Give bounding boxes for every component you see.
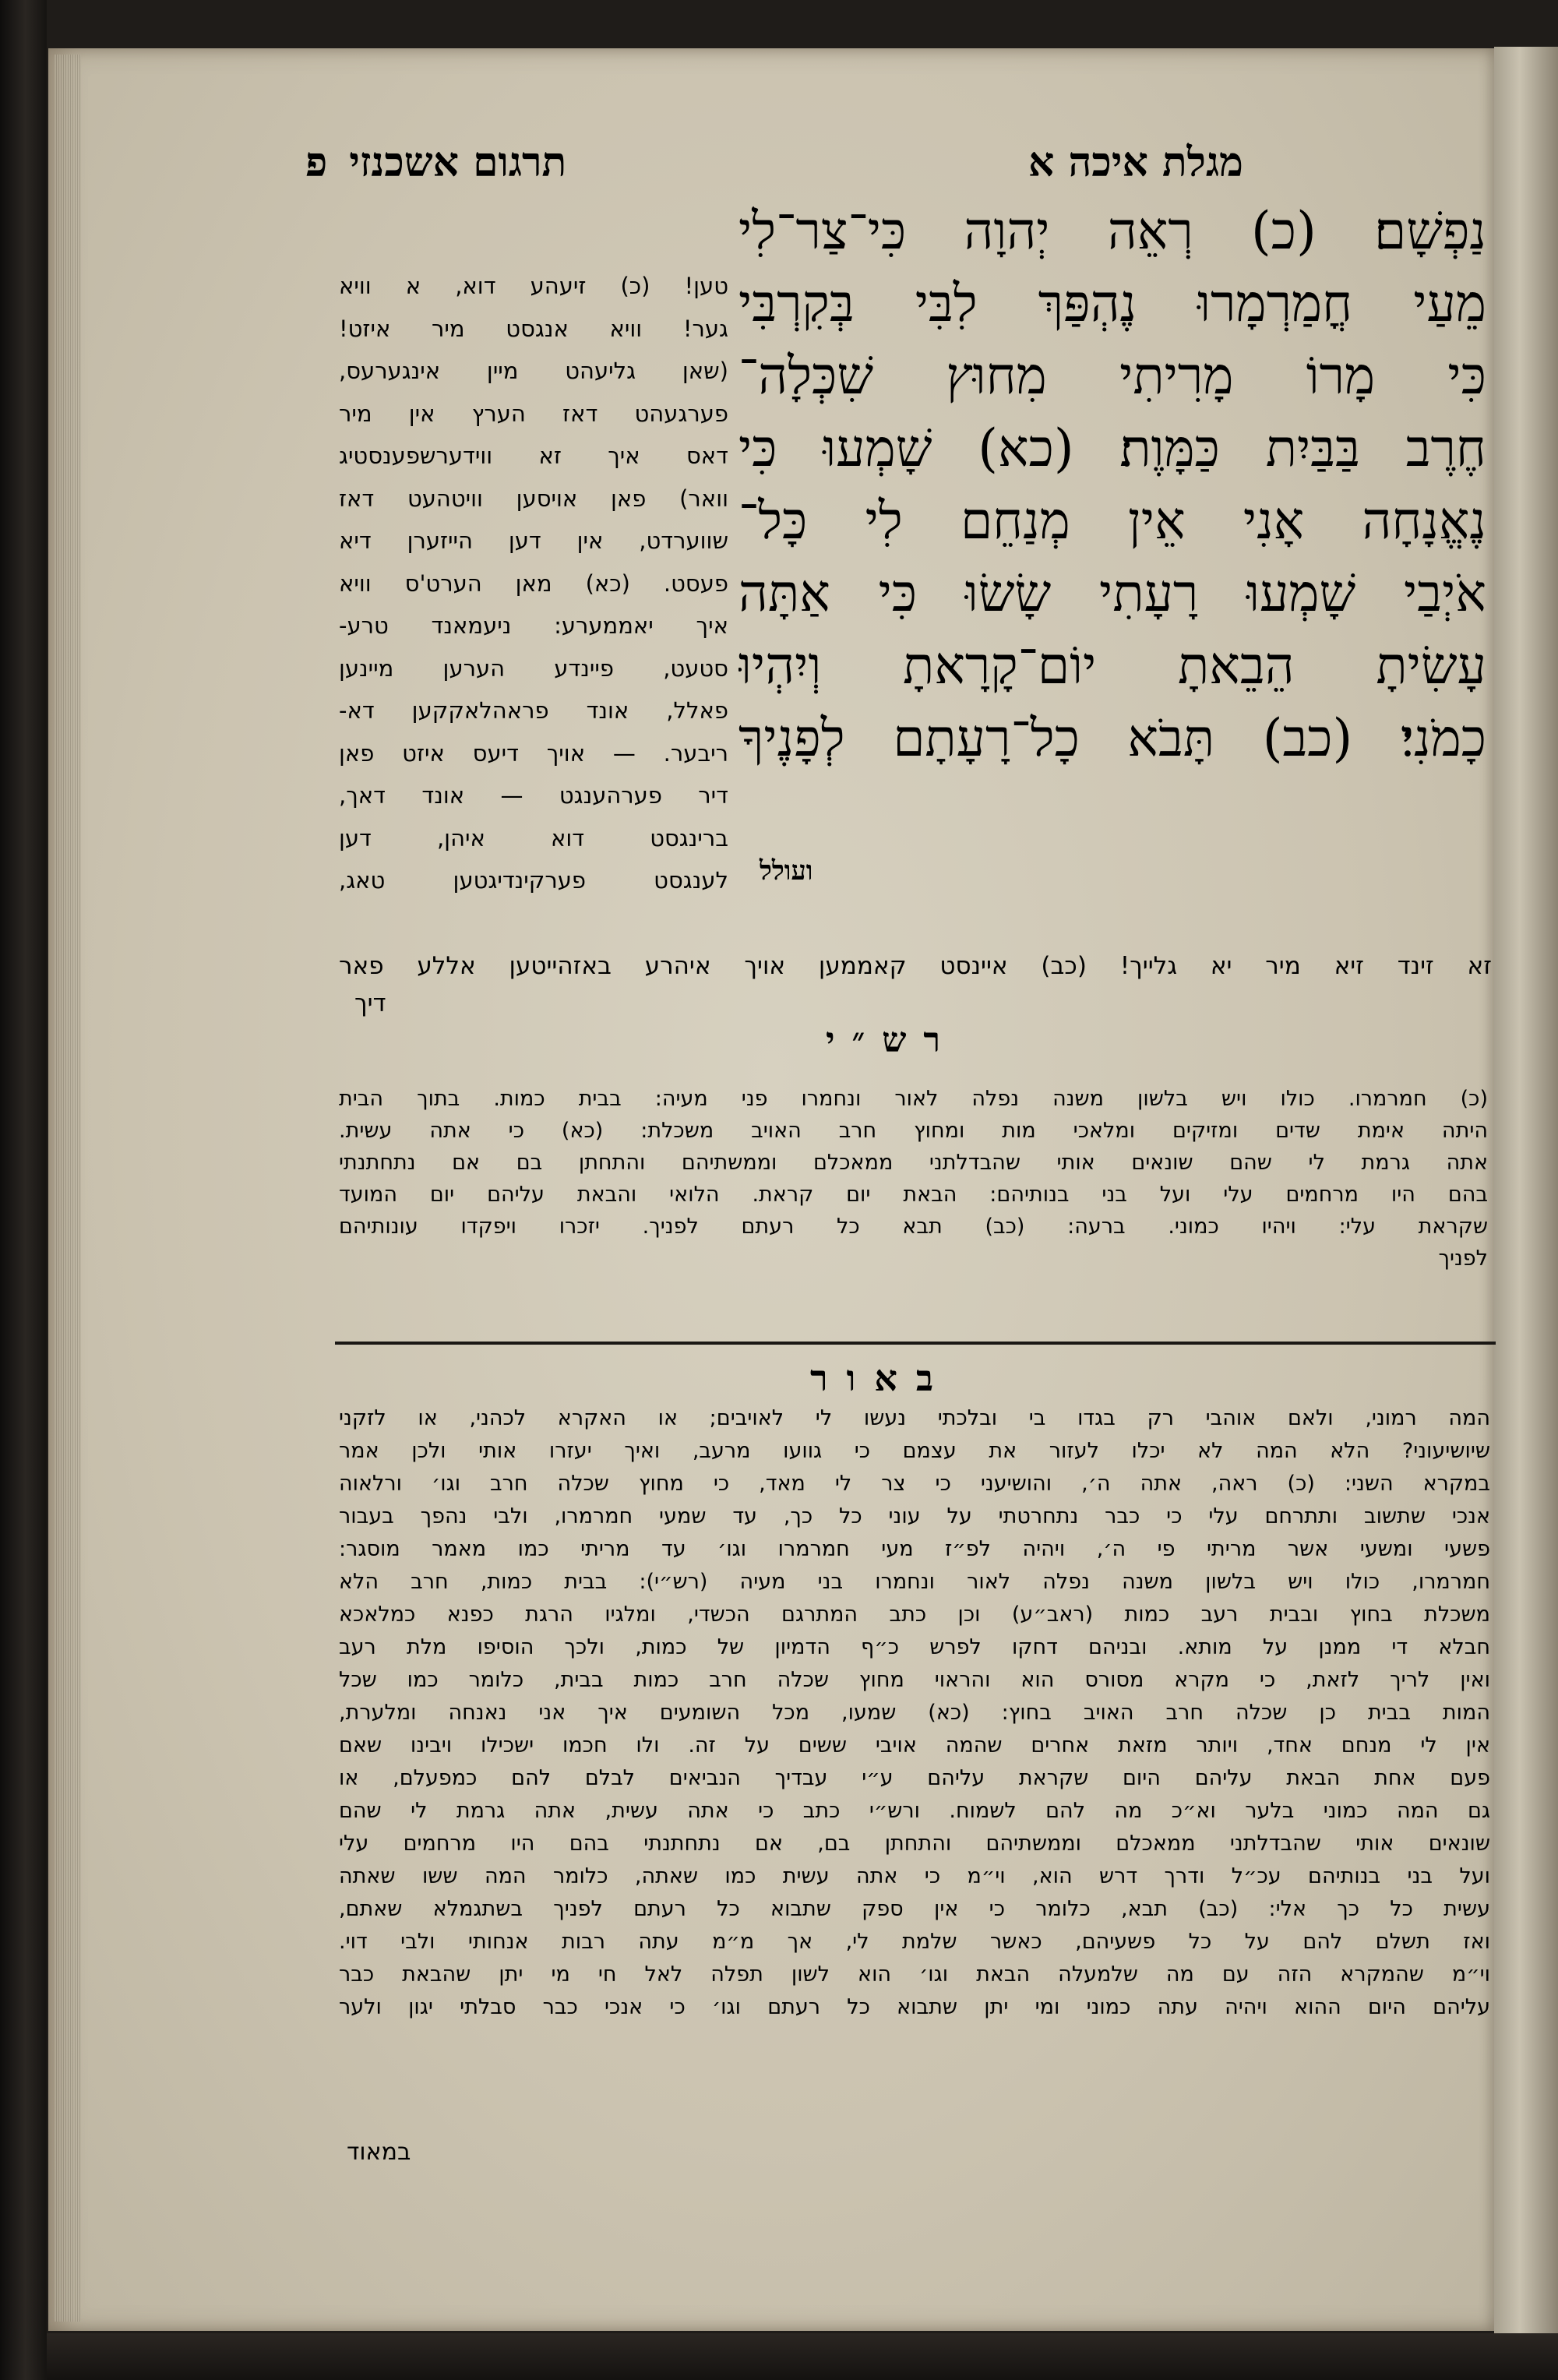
running-header-targum — [305, 139, 566, 186]
beur-line: אין לי מנחם אחד, ויותר מזאת אחרים שהמה אויבי ששים על זה. ולו חכמו ישכילו ויבינו שאם — [339, 1733, 1490, 1758]
targum-line: (שאן גליעהט מיין אינגערעס, — [339, 358, 728, 384]
section-divider — [335, 1342, 1496, 1345]
beur-line: משכלת בחוץ ובבית רעב כמות (ראב״ע) וכן כתב המתרגם הכשדי, ומלגיו הרגת כפנא כמלאכא — [339, 1603, 1490, 1627]
beur-line: עשית כל כך אלי: (כב) תבא, כלומר כי אין ספק שתבוא כל רעתם לפניך בשתגמלא שאתם, — [339, 1897, 1490, 1921]
targum-line: גער! וויא אנגסט מיר איזט! — [339, 315, 728, 342]
beur-heading: באור — [810, 1357, 953, 1399]
targum-line: סטעט, פיינדע הערען מיינען — [339, 654, 728, 682]
book-binding — [0, 0, 47, 2380]
beur-line: שונאים אותי שהבדלתני ממאכלם וממשתיהם והתחתן בם, אם נתחתנתי בהם היו מרחמים עלי — [339, 1832, 1490, 1856]
folio-number: פ — [305, 139, 328, 186]
beur-line: שיושיעוני? הלא המה לא יכלו לעזור את עצמם כי גוועו מרעב, ואיך יעזרו אותי ולכן אמר — [339, 1439, 1490, 1463]
beur-line: במקרא השני: (כ) ראה, אתה ה׳, והושיעני כי צר לי מאד, כי מחוץ שכלה חרב וגו׳ ורלאוה — [339, 1472, 1490, 1496]
beur-line: המות בבית כן שכלה חרב האויב בחוץ: (כא) שמעו, מכל השומעים איך אני נאנחה ומלערת, — [339, 1701, 1490, 1725]
rashi-line: היתה אימת שדים ומזיקים ומלאכי מות ומחוץ חרב האויב משכלת: (כא) כי אתה עשית. — [339, 1119, 1488, 1143]
verse-line: עָשִׂיתָ הֵבֵאתָ יוֹם־קָרָאתָ וְיִהְיוּ — [738, 636, 1486, 696]
targum-line: דאס איך זא ווידערשפענסטיג — [339, 443, 728, 469]
beur-line: ועל בני בנותיהם עכ״ל ודרך דרש הוא, וי״מ כי אתה עשית כמו שאתה, כלומר המה ששו שאתה — [339, 1864, 1490, 1888]
rashi-line: שקראת עלי: ויהיו כמוני. ברעה: (כב) תבא כל רעתם לפניך. יזכרו ויפקדו עונותיהם — [339, 1215, 1488, 1239]
facing-page-edge — [1494, 47, 1558, 2353]
verse-line: נַפְשָׁם׃ (כ) רְאֵה יְהוָה כִּי־צַר־לִי — [738, 201, 1486, 261]
verse-line: כִּי מָרוֹ מָרִיתִי מִחוּץ שִׁכְּלָה־ — [738, 346, 1486, 406]
verse-line: חֶרֶב בַּבַּיִת כַּמָּוֶת׃ (כא) שָׁמְעוּ כִּי — [738, 418, 1486, 478]
beur-line: פשעי ומשעי אשר מריתי פי ה׳, ויהיה לפ״ז מעי חמרמרו וגו׳ עד מריתי כמו מאמר מוסגר: — [339, 1537, 1490, 1561]
rashi-line: בהם היו מרחמים עלי ועל בני בנותיהם: הבאת יום קראת. הלואי והבאת עליהם יום המועד — [339, 1183, 1488, 1207]
verse-line: מֵעַי חֳמַרְמָרוּ נֶהְפַּךְ לִבִּי בְּקִרְבִּי — [738, 273, 1486, 333]
targum-line: פאלל, אונד פראהלאקקען דא- — [339, 697, 728, 724]
targum-full-width-line: זא זינד זיא מיר יא גלייך! (כב) איינסט קאממען אויך איהרע באזהייטען אללע פאר — [339, 952, 1492, 980]
targum-line: פערגעהט דאז הערץ אין מיר — [339, 400, 728, 427]
beur-line: המה רמוני, ולאם אוהבי רק בגדו בי ובלכתי נעשו לי לאויבים; או האקרא לכהני, או לזקני — [339, 1406, 1490, 1430]
chapter-number: א — [1028, 139, 1055, 186]
verse-text-block — [738, 195, 1486, 774]
targum-line: וואר) פאן אויסען וויטהעט דאז — [339, 485, 728, 512]
targum-line: איך יאממערע: ניעמאנד טרע- — [339, 612, 728, 639]
running-header-megillah — [1028, 139, 1243, 186]
beur-commentary — [339, 1402, 1490, 2024]
rashi-commentary — [339, 1083, 1488, 1275]
header-title-targum: תרגום אשכנזי — [349, 139, 567, 186]
beur-line: פעם אחת הבאת עליהם היום שקראת עליהם ע״י עבדיך הנביאים לבלם להם כמפעלם, או — [339, 1766, 1490, 1790]
rashi-line: אתה גרמת לי שהם שונאים אותי שהבדלתני ממאכלם וממשתיהם והתחתן בם אם נתחתנתי — [339, 1151, 1488, 1175]
beur-line: ואין לריך לזאת, כי מקרא מסורס הוא והראוי מחוץ שכלה חרב כמות בבית, כלומר כמו שכל — [339, 1668, 1490, 1692]
verse-line: נֶאֱנָחָה אָנִי אֵין מְנַחֵם לִי כָּל־ — [738, 491, 1486, 551]
book-bottom-edge — [47, 2333, 1558, 2380]
beur-line: חבלא די ממנן על מותא. ובניהם דחקו לפרש כ״ף הדמיון של כמות, ולכך הוסיפו מלת רעב — [339, 1635, 1490, 1659]
verse-line: כָמֹנִי׃ (כב) תָּבֹא כָל־רָעָתָם לְפָנֶיךָ — [738, 708, 1486, 768]
rashi-line: (כ) חמרמרו. כולו ויש בלשון משנה נפלה לאור ונחמרו פני מעיה: בבית כמות. בתוך הבית — [339, 1087, 1488, 1111]
rashi-line: לפניך — [1438, 1246, 1488, 1271]
beur-line: עליהם היום ההוא ויהיה עתה כמוני ומי יתן שתבוא כל רעתם וגו׳ כי אנכי כבר סבלתי יגון ולער — [339, 1995, 1490, 2019]
targum-line: שווערדט, אין דען הייזערן דיא — [339, 527, 728, 554]
beur-line: ואז תשלם להם על כל פשעיהם, כאשר שלמת לי, אך מ״מ עתה רבות אנחותי ולבי דוי. — [339, 1930, 1490, 1954]
beur-line: גם המה כמוני בלער וא״כ מה להם לשמוח. ורש״י כתב כי אתה עשית, אתה גרמת לי שהם — [339, 1799, 1490, 1823]
targum-line: לענגסט פערקינדיגטען טאג, — [339, 867, 728, 894]
header-title-megillah: מגלת איכה — [1068, 139, 1243, 186]
targum-column — [339, 265, 728, 902]
targum-line: טען! (כ) זיעהע דוא, א וויא — [339, 273, 728, 299]
beur-line: וי״מ שהמקרא הזה עם מה שלמעלה הבאת וגו׳ הוא לשון תפלה לאל חי מי יתן שהבאת כבר — [339, 1962, 1490, 1987]
targum-final-word: דיך — [354, 989, 386, 1017]
beur-line: חמרמרו, כולו ויש בלשון משנה נפלה לאור ונחמרו בני מעיה (רש״י): בבית כמות, חרב הלא — [339, 1570, 1490, 1594]
verse-line: אֹיְבַי שָׁמְעוּ רָעָתִי שָׂשׂוּ כִּי אַתָּה — [738, 563, 1486, 623]
beur-line: אנכי שתשוב ותתרחם עלי כי כבר נתחרטתי על עוני כל כך, עד שמעי חמרמרו, ולבי נהפך בעבור — [339, 1504, 1490, 1528]
targum-line: דיר פערהענגט — אונד דאך, — [339, 782, 728, 809]
page-stack-edge — [55, 55, 81, 2322]
targum-line: ריבער. — אויך דיעס איזט פאן — [339, 739, 728, 767]
page-catchword: במאוד — [347, 2138, 411, 2166]
verse-catchword: ועולל — [760, 855, 813, 887]
targum-line: ברינגסט דוא איהן, דען — [339, 824, 728, 852]
rashi-heading: רש״י — [826, 1021, 958, 1060]
targum-line: פעסט. (כא) מאן הערט'ס וויא — [339, 569, 728, 597]
